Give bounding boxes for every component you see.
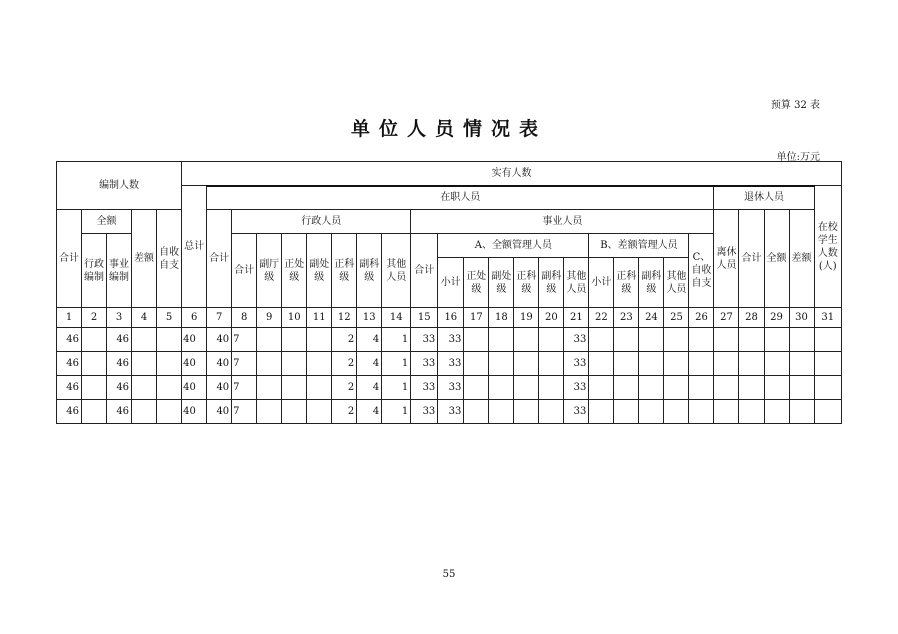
table-cell bbox=[714, 328, 739, 352]
table-cell bbox=[257, 400, 282, 424]
table-cell bbox=[639, 328, 664, 352]
header-tuixiu-quane: 全额 bbox=[764, 210, 789, 308]
table-cell: 40 bbox=[182, 400, 207, 424]
header-xingzheng-bianzhi: 行政编制 bbox=[82, 234, 107, 308]
table-cell bbox=[157, 352, 182, 376]
table-cell bbox=[589, 352, 614, 376]
header-b-chae: B、差额管理人员 bbox=[589, 234, 689, 258]
table-cell bbox=[514, 328, 539, 352]
table-cell bbox=[157, 328, 182, 352]
table-cell bbox=[639, 400, 664, 424]
table-cell bbox=[814, 328, 841, 352]
table-cell: 46 bbox=[107, 352, 132, 376]
table-cell bbox=[464, 400, 489, 424]
table-cell bbox=[664, 400, 689, 424]
table-cell bbox=[814, 400, 841, 424]
table-row bbox=[57, 400, 842, 424]
col-number: 23 bbox=[614, 308, 639, 328]
table-cell: 46 bbox=[57, 328, 82, 352]
header-lixiu: 离休人员 bbox=[714, 210, 739, 308]
table-cell bbox=[664, 328, 689, 352]
table-cell: 1 bbox=[382, 352, 411, 376]
header-fuke: 副科级 bbox=[357, 234, 382, 308]
table-cell: 1 bbox=[382, 328, 411, 352]
table-cell: 33 bbox=[564, 352, 589, 376]
table-cell bbox=[789, 352, 814, 376]
table-cell: 33 bbox=[438, 400, 464, 424]
col-number: 16 bbox=[438, 308, 464, 328]
col-number: 6 bbox=[182, 308, 207, 328]
col-number: 11 bbox=[307, 308, 332, 328]
table-cell: 46 bbox=[107, 400, 132, 424]
table-cell bbox=[464, 376, 489, 400]
header-chae: 差额 bbox=[132, 210, 157, 308]
table-cell bbox=[489, 376, 514, 400]
table-cell bbox=[82, 376, 107, 400]
table-cell bbox=[464, 352, 489, 376]
table-cell bbox=[739, 376, 764, 400]
table-cell: 2 bbox=[332, 376, 357, 400]
table-cell bbox=[789, 400, 814, 424]
table-cell bbox=[539, 376, 564, 400]
header-zongji: 总计 bbox=[182, 186, 207, 308]
col-number: 4 bbox=[132, 308, 157, 328]
table-cell: 33 bbox=[438, 376, 464, 400]
header-shiye-bianzhi: 事业编制 bbox=[107, 234, 132, 308]
table-cell bbox=[307, 328, 332, 352]
table-cell: 33 bbox=[564, 328, 589, 352]
table-cell: 7 bbox=[232, 352, 257, 376]
header-shiye-heji: 合计 bbox=[411, 234, 438, 308]
table-cell: 46 bbox=[57, 400, 82, 424]
table-cell bbox=[739, 352, 764, 376]
col-number: 24 bbox=[639, 308, 664, 328]
table-cell bbox=[664, 376, 689, 400]
table-cell bbox=[82, 328, 107, 352]
header-zaizhi: 在职人员 bbox=[207, 186, 714, 210]
header-tuixiu-chae: 差额 bbox=[789, 210, 814, 308]
col-number: 8 bbox=[232, 308, 257, 328]
table-cell bbox=[689, 352, 714, 376]
table-cell bbox=[814, 352, 841, 376]
header-tuixiu: 退休人员 bbox=[714, 186, 814, 210]
table-cell bbox=[489, 328, 514, 352]
table-cell bbox=[614, 376, 639, 400]
table-cell bbox=[489, 352, 514, 376]
table-cell bbox=[282, 352, 307, 376]
table-cell: 40 bbox=[207, 400, 232, 424]
table-row bbox=[57, 376, 842, 400]
table-cell: 4 bbox=[357, 328, 382, 352]
col-number: 15 bbox=[411, 308, 438, 328]
table-cell bbox=[132, 328, 157, 352]
table-cell bbox=[82, 400, 107, 424]
table-cell bbox=[739, 400, 764, 424]
header-b-zhengke: 正科级 bbox=[614, 258, 639, 308]
header-zhengke: 正科级 bbox=[332, 234, 357, 308]
table-cell bbox=[739, 328, 764, 352]
col-number: 1 bbox=[57, 308, 82, 328]
col-number: 9 bbox=[257, 308, 282, 328]
table-row bbox=[57, 352, 842, 376]
table-cell bbox=[157, 376, 182, 400]
table-cell bbox=[282, 328, 307, 352]
table-cell bbox=[714, 376, 739, 400]
header-a-fuke: 副科级 bbox=[539, 258, 564, 308]
table-cell: 1 bbox=[382, 376, 411, 400]
table-row bbox=[57, 328, 842, 352]
header-quane: 全额 bbox=[82, 210, 132, 234]
table-cell: 46 bbox=[107, 376, 132, 400]
col-number: 22 bbox=[589, 308, 614, 328]
table-cell: 1 bbox=[382, 400, 411, 424]
table-cell: 40 bbox=[182, 328, 207, 352]
col-number: 18 bbox=[489, 308, 514, 328]
table-cell: 33 bbox=[438, 352, 464, 376]
table-cell: 40 bbox=[182, 376, 207, 400]
table-cell: 4 bbox=[357, 352, 382, 376]
table-cell: 33 bbox=[438, 328, 464, 352]
header-heji: 合计 bbox=[57, 210, 82, 308]
col-number: 7 bbox=[207, 308, 232, 328]
header-a-fuchu: 副处级 bbox=[489, 258, 514, 308]
col-number: 29 bbox=[764, 308, 789, 328]
header-c-zishou: C、自收自支 bbox=[689, 234, 714, 308]
table-cell: 7 bbox=[232, 400, 257, 424]
table-cell: 2 bbox=[332, 400, 357, 424]
table-cell bbox=[614, 328, 639, 352]
table-cell bbox=[514, 352, 539, 376]
header-a-zhengke: 正科级 bbox=[514, 258, 539, 308]
table-cell bbox=[307, 400, 332, 424]
column-number-row bbox=[57, 308, 842, 328]
table-cell bbox=[639, 376, 664, 400]
header-b-fuke: 副科级 bbox=[639, 258, 664, 308]
table-cell bbox=[789, 376, 814, 400]
header-a-quane: A、全额管理人员 bbox=[438, 234, 589, 258]
table-cell: 33 bbox=[411, 352, 438, 376]
col-number: 25 bbox=[664, 308, 689, 328]
header-tuixiu-heji: 合计 bbox=[739, 210, 764, 308]
page-title: 单位人员情况表 bbox=[350, 118, 547, 140]
table-cell bbox=[689, 328, 714, 352]
table-cell bbox=[282, 376, 307, 400]
page-number: 55 bbox=[442, 569, 456, 580]
table-cell bbox=[764, 400, 789, 424]
table-cell bbox=[157, 400, 182, 424]
header-xingzheng: 行政人员 bbox=[232, 210, 411, 234]
table-cell bbox=[307, 376, 332, 400]
col-number: 13 bbox=[357, 308, 382, 328]
col-number: 14 bbox=[382, 308, 411, 328]
col-number: 10 bbox=[282, 308, 307, 328]
table-cell bbox=[589, 376, 614, 400]
col-number: 20 bbox=[539, 308, 564, 328]
table-cell: 40 bbox=[207, 328, 232, 352]
table-cell bbox=[689, 400, 714, 424]
header-fuchu: 副处级 bbox=[307, 234, 332, 308]
col-number: 28 bbox=[739, 308, 764, 328]
col-number: 31 bbox=[814, 308, 841, 328]
col-number: 30 bbox=[789, 308, 814, 328]
header-zhengchu: 正处级 bbox=[282, 234, 307, 308]
header-a-xiaoji: 小计 bbox=[438, 258, 464, 308]
table-cell: 7 bbox=[232, 376, 257, 400]
col-number: 5 bbox=[157, 308, 182, 328]
col-number: 19 bbox=[514, 308, 539, 328]
header-zaizhi-heji: 合计 bbox=[207, 210, 232, 308]
table-cell: 33 bbox=[411, 400, 438, 424]
header-zaixiao: 在校学生人数(人) bbox=[814, 186, 841, 308]
col-number: 2 bbox=[82, 308, 107, 328]
table-cell: 33 bbox=[564, 400, 589, 424]
table-cell bbox=[514, 400, 539, 424]
table-cell bbox=[489, 400, 514, 424]
table-cell bbox=[764, 352, 789, 376]
table-cell bbox=[464, 328, 489, 352]
table-cell bbox=[257, 376, 282, 400]
table-cell bbox=[764, 376, 789, 400]
table-cell: 33 bbox=[411, 376, 438, 400]
table-cell bbox=[82, 352, 107, 376]
table-cell bbox=[539, 352, 564, 376]
header-qita: 其他人员 bbox=[382, 234, 411, 308]
col-number: 27 bbox=[714, 308, 739, 328]
header-a-zhengchu: 正处级 bbox=[464, 258, 489, 308]
table-cell bbox=[789, 328, 814, 352]
form-code: 预算 32 表 bbox=[770, 100, 820, 111]
table-cell: 33 bbox=[564, 376, 589, 400]
table-cell bbox=[257, 328, 282, 352]
table-cell bbox=[614, 352, 639, 376]
col-number: 26 bbox=[689, 308, 714, 328]
table-cell bbox=[257, 352, 282, 376]
table-cell bbox=[514, 376, 539, 400]
col-number: 3 bbox=[107, 308, 132, 328]
table-cell bbox=[814, 376, 841, 400]
header-zishou: 自收自支 bbox=[157, 210, 182, 308]
table-cell: 2 bbox=[332, 352, 357, 376]
col-number: 12 bbox=[332, 308, 357, 328]
table-cell bbox=[539, 400, 564, 424]
table-cell: 7 bbox=[232, 328, 257, 352]
table-cell bbox=[132, 352, 157, 376]
table-cell bbox=[714, 400, 739, 424]
table-cell bbox=[307, 352, 332, 376]
header-a-qita: 其他人员 bbox=[564, 258, 589, 308]
table-cell: 40 bbox=[207, 376, 232, 400]
header-b-qita: 其他人员 bbox=[664, 258, 689, 308]
table-cell: 33 bbox=[411, 328, 438, 352]
header-shiye: 事业人员 bbox=[411, 210, 714, 234]
header-bianzhi: 编制人数 bbox=[57, 162, 182, 210]
table-cell bbox=[639, 352, 664, 376]
table-cell bbox=[282, 400, 307, 424]
table-cell bbox=[539, 328, 564, 352]
table-cell: 40 bbox=[182, 352, 207, 376]
table-cell bbox=[589, 400, 614, 424]
col-number: 17 bbox=[464, 308, 489, 328]
table-cell: 40 bbox=[207, 352, 232, 376]
table-cell bbox=[764, 328, 789, 352]
table-cell: 46 bbox=[57, 376, 82, 400]
table-cell: 4 bbox=[357, 376, 382, 400]
table-cell bbox=[689, 376, 714, 400]
table-cell: 46 bbox=[57, 352, 82, 376]
unit-label: 单位:万元 bbox=[776, 152, 820, 163]
header-shiyou: 实有人数 bbox=[182, 162, 842, 186]
table-cell: 4 bbox=[357, 400, 382, 424]
header-b-xiaoji: 小计 bbox=[589, 258, 614, 308]
table-cell bbox=[714, 352, 739, 376]
table-cell: 2 bbox=[332, 328, 357, 352]
col-number: 21 bbox=[564, 308, 589, 328]
table-cell bbox=[664, 352, 689, 376]
table-cell bbox=[132, 400, 157, 424]
table-cell bbox=[614, 400, 639, 424]
personnel-table bbox=[56, 161, 842, 424]
table-cell bbox=[132, 376, 157, 400]
table-cell bbox=[589, 328, 614, 352]
header-xingzheng-heji: 合计 bbox=[232, 234, 257, 308]
header-futing: 副厅级 bbox=[257, 234, 282, 308]
table-cell: 46 bbox=[107, 328, 132, 352]
